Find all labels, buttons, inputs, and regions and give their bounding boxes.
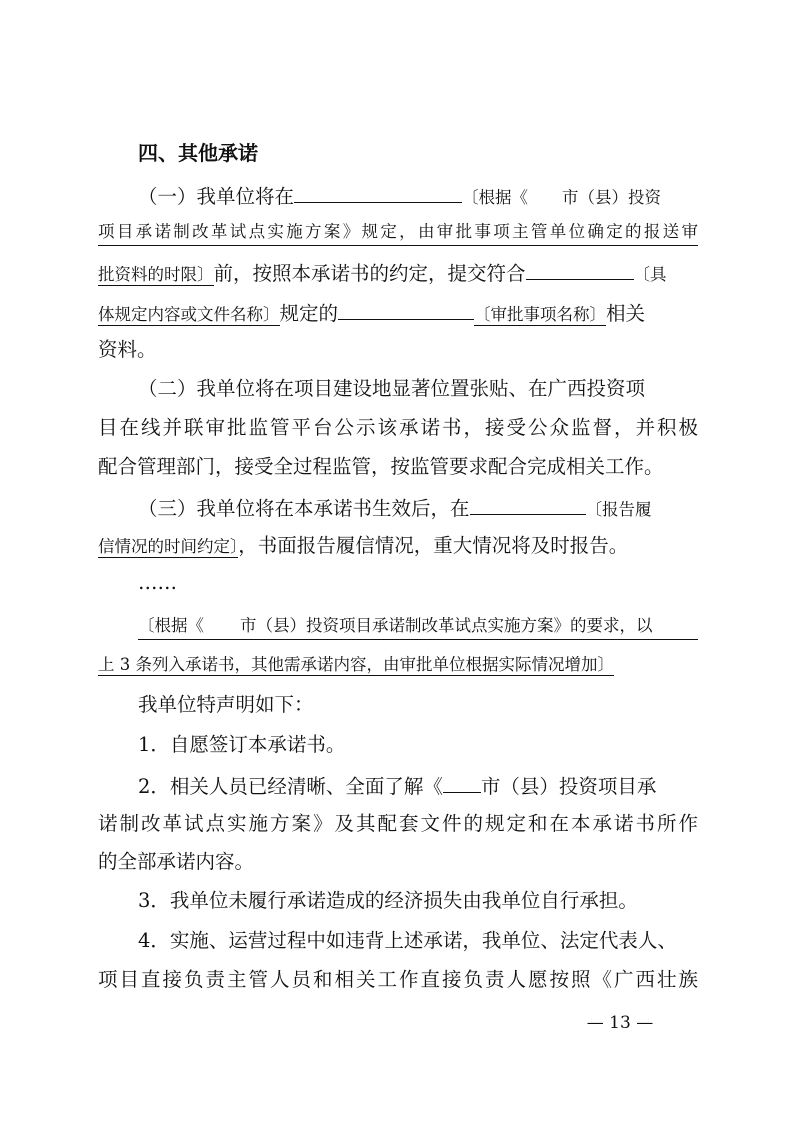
item-3: 3．我单位未履行承诺造成的经济损失由我单位自行承担。 xyxy=(138,889,638,912)
p1-line-2: 项目承诺制改革试点实施方案》规定，由审批事项主管单位确定的报送审 xyxy=(98,220,698,246)
p3-line-1: （三）我单位将在本承诺书生效后，在 〔报告履 xyxy=(138,494,698,522)
p3-line-2: 信情况的时间约定〕，书面报告履信情况，重大情况将及时报告。 xyxy=(98,534,629,557)
p2-line-3: 配合管理部门，接受全过程监管，按监管要求配合完成相关工作。 xyxy=(98,455,664,478)
p1-line-4: 体规定内容或文件名称〕规定的 〔审批事项名称〕相关 xyxy=(98,299,698,327)
p2-line-2: 目在线并联审批监管平台公示该承诺书，接受公众监督，并积极 xyxy=(98,416,698,439)
note-line-1: 〔根据《 市（县）投资项目承诺制改革试点实施方案》的要求，以 xyxy=(138,614,698,640)
p1-line-3: 批资料的时限〕前，按照本承诺书的约定，提交符合 〔具 xyxy=(98,259,698,287)
blank-field xyxy=(294,182,462,203)
item-2-line-2: 诺制改革试点实施方案》及其配套文件的规定和在本承诺书所作 xyxy=(98,812,698,835)
item-4-line-2: 项目直接负责主管人员和相关工作直接负责人愿按照《广西壮族 xyxy=(98,968,698,991)
p1-line-1: （一）我单位将在 〔根据《 市（县）投资 xyxy=(138,182,698,210)
page-number: — 13 — xyxy=(586,1013,654,1033)
p1-line-5: 资料。 xyxy=(98,338,157,361)
blank-field xyxy=(443,772,481,793)
item-2-line-3: 的全部承诺内容。 xyxy=(98,850,255,873)
ellipsis: …… xyxy=(138,571,177,594)
note-line-2: 上 3 条列入承诺书，其他需承诺内容，由审批单位根据实际情况增加〕 xyxy=(98,655,614,674)
item-4-line-1: 4．实施、运营过程中如违背上述承诺，我单位、法定代表人、 xyxy=(138,929,677,952)
p2-line-1: （二）我单位将在项目建设地显著位置张贴、在广西投资项 xyxy=(138,377,646,400)
blank-field xyxy=(338,299,474,320)
heading: 四、其他承诺 xyxy=(138,141,258,165)
blank-field xyxy=(470,494,586,515)
item-2-line-1: 2．相关人员已经清晰、全面了解《 市（县）投资项目承 xyxy=(138,772,698,799)
blank-field xyxy=(526,259,634,280)
declaration: 我单位特声明如下： xyxy=(138,693,314,716)
item-1: 1．自愿签订本承诺书。 xyxy=(138,733,346,756)
